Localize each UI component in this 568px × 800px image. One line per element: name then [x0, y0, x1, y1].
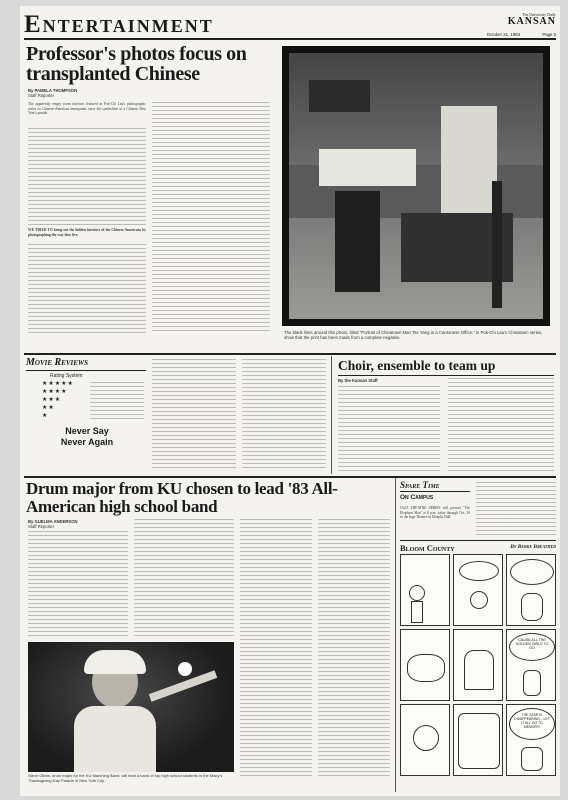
comic-panel — [453, 554, 503, 626]
on-campus-subheading: On Campus — [400, 494, 434, 501]
column-divider-1 — [331, 356, 332, 474]
spare-time-lede: JAZZ THEATRE SERIES will present "The Elephant Man" at 8 p.m. today through Oct. 29 in the Inge Theatre in Murphy Hall. — [400, 506, 470, 520]
choir-byline: By the Kansan Staff — [338, 378, 378, 383]
comic-credit: By Berke Breathed — [510, 544, 556, 550]
movie-title-line1: Never Say — [65, 426, 109, 436]
issue-date: October 21, 1983 — [486, 32, 520, 37]
movie-body-col-2 — [242, 359, 326, 471]
section-title: Entertainment — [24, 11, 214, 38]
comic-panel — [506, 554, 556, 626]
comic-title: Bloom County — [400, 543, 455, 553]
lead-body-col-2 — [152, 102, 270, 334]
page-number: Page 6 — [542, 32, 556, 37]
drum-byline-role: Staff Reporter — [28, 524, 54, 529]
lead-photo-caption: The black lines around this photo, titled "Portrait of Chinatown Man Tse Yang in a Cantonese Office," in Pok-Chi Lau's Chinatown series, show that the print has been made from a complete negative. — [284, 330, 543, 341]
comic-panel — [453, 629, 503, 701]
choir-headline-rule — [338, 375, 554, 376]
comic-panel — [506, 629, 556, 701]
lead-byline: By PAMELA THOMPSON — [28, 88, 78, 93]
section-rule-2 — [24, 476, 556, 478]
rating-system-label: Rating System — [50, 373, 83, 379]
drum-headline: Drum major from KU chosen to lead '83 All-American high school band — [26, 479, 338, 516]
drum-body-col-2 — [134, 519, 234, 637]
lead-body-col-1b — [28, 244, 146, 334]
lead-byline-role: Staff Reporter — [28, 93, 54, 98]
masthead-rule — [24, 38, 556, 40]
comic-panel — [453, 704, 503, 776]
spare-time-rule — [400, 491, 470, 492]
comic-speech-bubble: CAUSE ALL THE GOLDEN GIRLS TO GO — [509, 633, 555, 661]
rating-key — [90, 382, 144, 422]
comic-panel — [400, 554, 450, 626]
movie-body-col-1 — [152, 359, 236, 471]
choir-headline: Choir, ensemble to team up — [338, 358, 496, 373]
comic-speech-bubble: THE STAR IS DISAPPEARING... LET IT ALL GO TO MEMORY! — [509, 708, 555, 740]
paper-name: KANSAN — [507, 16, 556, 27]
lead-pull: WE TRIED TO bring out the hidden interiors of the Chinese Americans by photographing the way they live. — [28, 228, 146, 237]
comic-panel — [400, 629, 450, 701]
spare-time-heading: Spare Time — [400, 480, 440, 490]
movie-title-line2: Never Again — [60, 437, 114, 447]
rating-stars-graphic: ★★★★★ ★★★★ ★★★ ★★ ★ — [42, 381, 74, 419]
comic-top-rule — [400, 540, 556, 541]
comic-panel — [400, 704, 450, 776]
spare-time-body-col-2 — [476, 482, 556, 538]
movie-reviews-heading: Movie Reviews — [26, 357, 89, 368]
choir-body-col-2 — [448, 378, 554, 472]
paper-small-title: The University Daily — [522, 12, 556, 17]
drum-body-col-3 — [240, 519, 312, 777]
comic-panel — [506, 704, 556, 776]
drum-photo — [28, 642, 234, 772]
section-rule-1 — [24, 353, 556, 355]
drum-body-col-4 — [318, 519, 390, 777]
lead-photo — [282, 46, 550, 326]
lead-headline: Professor's photos focus on transplanted Chinese — [26, 43, 247, 85]
lead-body-col-1 — [28, 128, 146, 226]
drum-photo-caption: Steve Gibbs, drum major for the KU Marching Band, will lead a band of top high school students in the Macy's Thanksgiving Day Parade in New York City. — [28, 774, 223, 783]
drum-byline: By GUELMA ANDERSON — [28, 519, 78, 524]
column-divider-2 — [395, 478, 396, 792]
newspaper-page — [20, 6, 560, 796]
movie-heading-rule — [26, 370, 146, 371]
lead-lede: The apparently empty room interiors featured in Pok-Chi Lau's photographic series on Chinese-American immigrants carry the symbolism of a Chinese New Year's parade. — [28, 102, 146, 116]
choir-body-col-1 — [338, 386, 440, 472]
drum-body-col-1 — [28, 531, 128, 637]
